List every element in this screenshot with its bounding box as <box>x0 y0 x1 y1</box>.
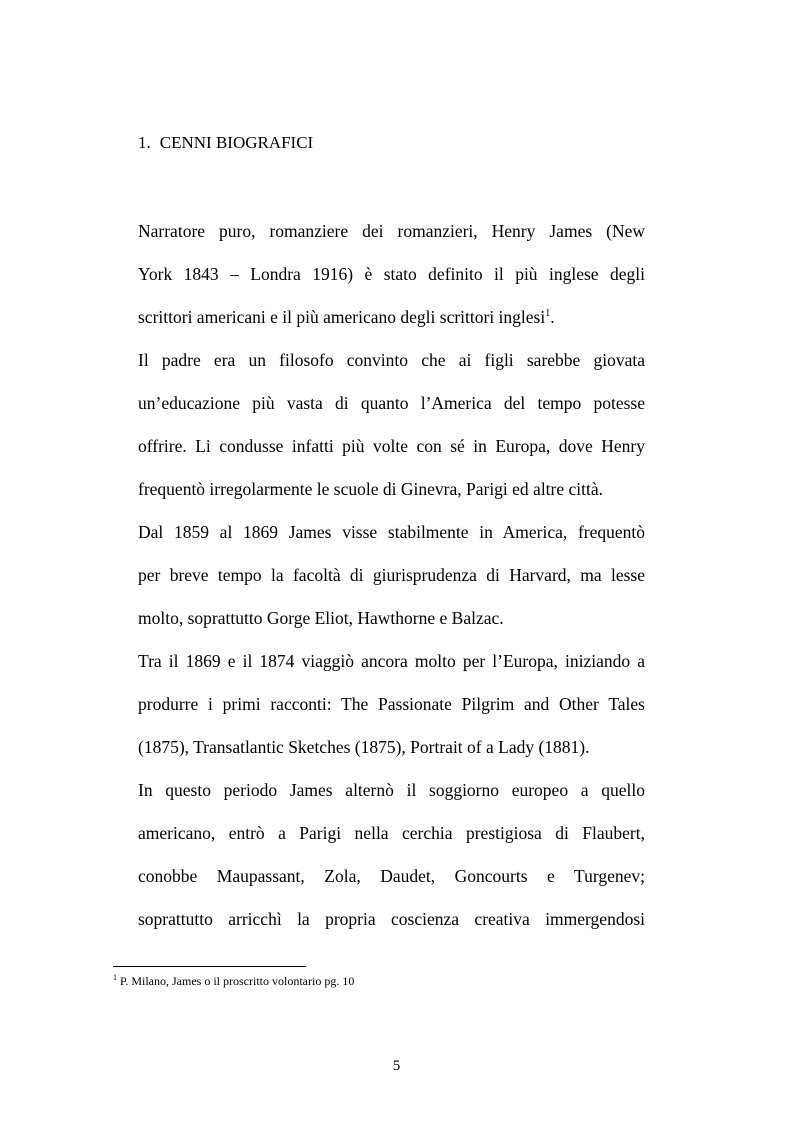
body-line: americano, entrò a Parigi nella cerchia prestigiosa di Flaubert, <box>138 823 645 843</box>
body-line: Narratore puro, romanziere dei romanzieri, Henry James (New <box>138 221 645 241</box>
body-line: per breve tempo la facoltà di giurisprudenza di Harvard, ma lesse <box>138 565 645 585</box>
footnote-reference: 1 <box>545 308 551 319</box>
body-line: In questo periodo James alternò il soggiorno europeo a quello <box>138 780 645 800</box>
body-line: Il padre era un filosofo convinto che ai figli sarebbe giovata <box>138 350 645 370</box>
footnote-text: P. Milano, James o il proscritto volontario pg. 10 <box>120 974 355 988</box>
section-heading <box>138 131 313 155</box>
body-line: conobbe Maupassant, Zola, Daudet, Goncourts e Turgenev; <box>138 866 645 886</box>
body-line: soprattutto arricchì la propria coscienza creativa immergendosi <box>138 909 645 929</box>
section-number: 1. <box>138 133 151 152</box>
body-line: frequentò irregolarmente le scuole di Ginevra, Parigi ed altre città. <box>138 479 604 499</box>
body-line: York 1843 – Londra 1916) è stato definito il più inglese degli <box>138 264 645 284</box>
footnote-marker: 1 <box>113 973 117 982</box>
body-line: (1875), Transatlantic Sketches (1875), Portrait of a Lady (1881). <box>138 737 590 757</box>
body-line: produrre i primi racconti: The Passionate Pilgrim and Other Tales <box>138 694 645 714</box>
body-line: un’educazione più vasta di quanto l’America del tempo potesse <box>138 393 645 413</box>
body-line-text: scrittori americani e il più americano degli scrittori inglesi <box>138 307 546 327</box>
body-line: offrire. Li condusse infatti più volte con sé in Europa, dove Henry <box>138 436 645 456</box>
body-line: molto, soprattutto Gorge Eliot, Hawthorne e Balzac. <box>138 608 504 628</box>
section-title: CENNI BIOGRAFICI <box>159 133 314 152</box>
body-line: Tra il 1869 e il 1874 viaggiò ancora molto per l’Europa, iniziando a <box>138 651 645 671</box>
footnote <box>113 973 354 989</box>
footnote-separator <box>113 966 306 967</box>
body-line: Dal 1859 al 1869 James visse stabilmente in America, frequentò <box>138 522 645 542</box>
page-number: 5 <box>392 1058 401 1074</box>
body-line <box>138 305 645 329</box>
sentence-period: . <box>550 307 555 327</box>
